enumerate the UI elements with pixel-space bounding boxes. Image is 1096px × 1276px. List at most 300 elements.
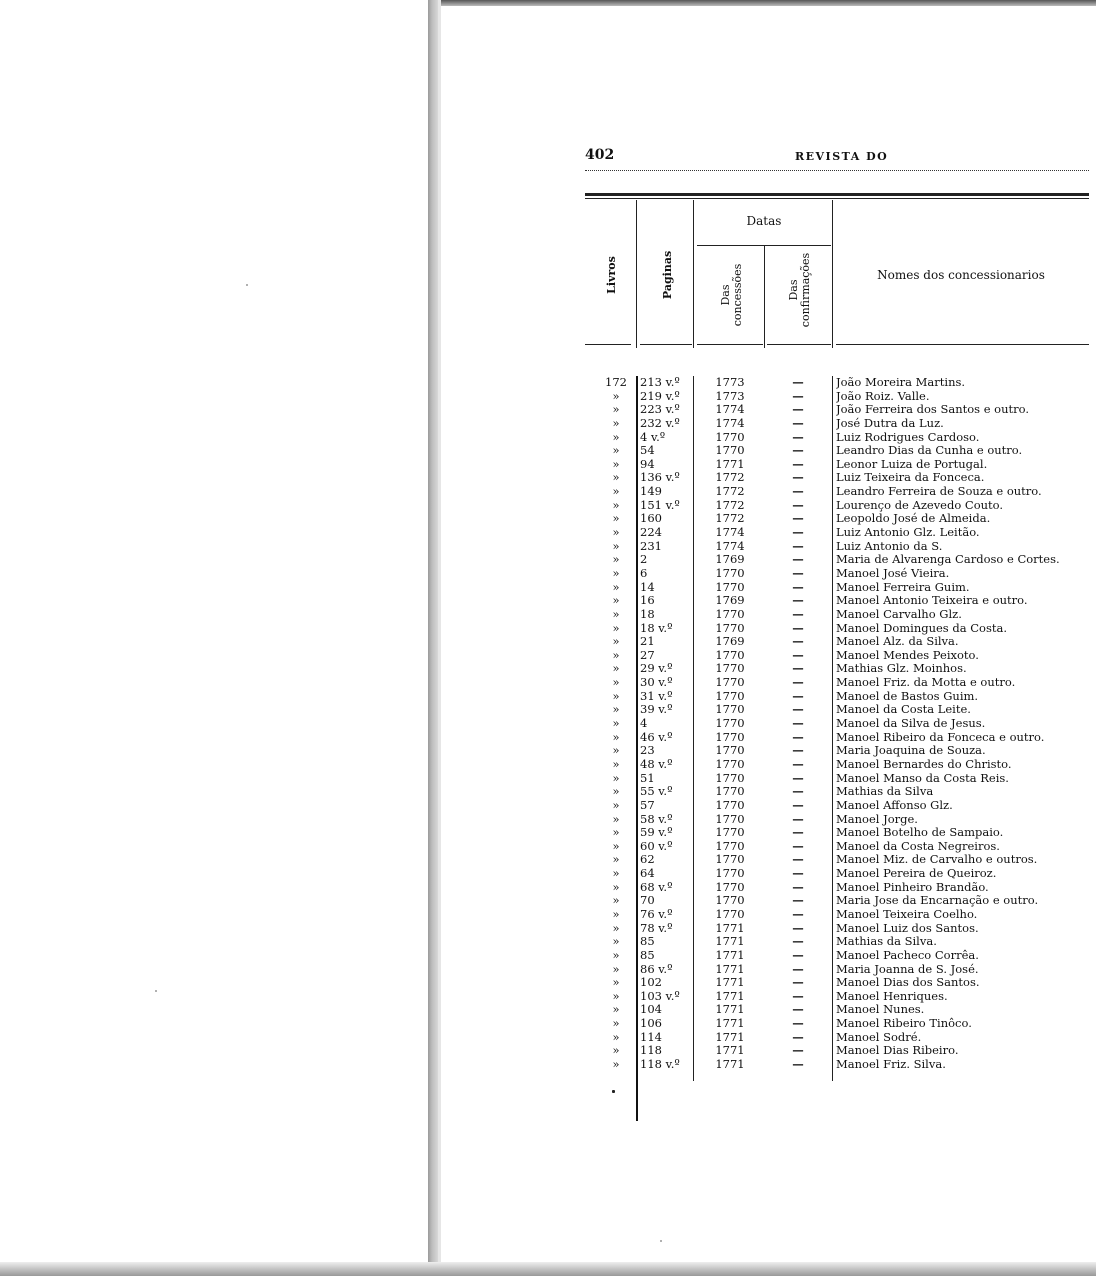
cell-pagina: 70	[640, 893, 655, 908]
cell-confirmacao: —	[792, 961, 804, 976]
cell-concessao: 1770	[715, 811, 745, 826]
column-divider	[693, 200, 694, 348]
table-row	[585, 1003, 1089, 1017]
cell-livro: »	[612, 470, 620, 485]
cell-livro: »	[612, 511, 620, 526]
cell-livro: »	[612, 729, 620, 744]
cell-livro: »	[612, 906, 620, 921]
cell-pagina: 136 v.º	[640, 470, 680, 485]
table-row	[585, 990, 1089, 1004]
cell-pagina: 114	[640, 1029, 662, 1044]
cell-concessao: 1771	[715, 456, 745, 471]
cell-livro: »	[612, 961, 620, 976]
header-bottom-rule	[697, 344, 763, 345]
cell-nome: Leonor Luiza de Portugal.	[836, 457, 988, 471]
cell-nome: Maria Joanna de S. José.	[836, 962, 979, 976]
cell-livro: »	[612, 593, 620, 608]
cell-pagina: 57	[640, 797, 655, 812]
cell-concessao: 1770	[715, 866, 745, 881]
cell-livro: »	[612, 1016, 620, 1031]
cell-confirmacao: —	[792, 1016, 804, 1031]
cell-confirmacao: —	[792, 729, 804, 744]
cell-pagina: 68 v.º	[640, 879, 673, 894]
cell-nome: Manoel Miz. de Carvalho e outros.	[836, 853, 1038, 867]
cell-concessao: 1772	[715, 484, 745, 499]
cell-confirmacao: —	[792, 456, 804, 471]
cell-confirmacao: —	[792, 443, 804, 458]
cell-livro: »	[612, 893, 620, 908]
cell-nome: Manoel Mendes Peixoto.	[836, 648, 979, 662]
cell-livro: »	[612, 388, 620, 403]
cell-nome: Manoel Luiz dos Santos.	[836, 921, 979, 935]
cell-confirmacao: —	[792, 1002, 804, 1017]
cell-confirmacao: —	[792, 497, 804, 512]
cell-confirmacao: —	[792, 470, 804, 485]
table-row	[585, 785, 1089, 799]
cell-confirmacao: —	[792, 675, 804, 690]
cell-concessao: 1771	[715, 1057, 745, 1072]
cell-confirmacao: —	[792, 634, 804, 649]
cell-confirmacao: —	[792, 375, 804, 389]
cell-livro: »	[612, 1057, 620, 1072]
cell-pagina: 54	[640, 443, 655, 458]
cell-concessao: 1769	[715, 552, 745, 567]
cell-livro: »	[612, 661, 620, 676]
cell-nome: Manoel Pereira de Queiroz.	[836, 867, 997, 881]
table-row	[585, 676, 1089, 690]
cell-concessao: 1770	[715, 825, 745, 840]
table-row	[585, 526, 1089, 540]
table-row	[585, 471, 1089, 485]
header-rule	[585, 170, 1089, 174]
cell-pagina: 4	[640, 716, 648, 731]
cell-livro: »	[612, 606, 620, 621]
cell-concessao: 1770	[715, 770, 745, 785]
cell-livro: »	[612, 756, 620, 771]
table-top-rule	[585, 193, 1089, 196]
cell-nome: Manoel Teixeira Coelho.	[836, 907, 978, 921]
table-row	[585, 1031, 1089, 1045]
cell-livro: »	[612, 415, 620, 430]
cell-livro: »	[612, 825, 620, 840]
cell-pagina: 48 v.º	[640, 756, 673, 771]
cell-confirmacao: —	[792, 1043, 804, 1058]
table-row	[585, 881, 1089, 895]
cell-livro: »	[612, 1043, 620, 1058]
cell-concessao: 1770	[715, 852, 745, 867]
cell-pagina: 18	[640, 606, 655, 621]
table-row	[585, 853, 1089, 867]
cell-concessao: 1770	[715, 743, 745, 758]
book-gutter	[428, 0, 438, 1262]
scan-top-edge	[430, 0, 1096, 6]
cell-nome: Manoel Alz. da Silva.	[836, 635, 959, 649]
cell-pagina: 29 v.º	[640, 661, 673, 676]
cell-nome: Luiz Rodrigues Cardoso.	[836, 430, 980, 444]
cell-pagina: 58 v.º	[640, 811, 673, 826]
cell-confirmacao: —	[792, 920, 804, 935]
table-row	[585, 1044, 1089, 1058]
column-divider	[832, 200, 833, 348]
cell-pagina: 85	[640, 947, 655, 962]
cell-livro: »	[612, 634, 620, 649]
cell-livro: »	[612, 525, 620, 540]
cell-nome: Lourenço de Azevedo Couto.	[836, 498, 1004, 512]
cell-nome: Manoel Affonso Glz.	[836, 798, 953, 812]
cell-confirmacao: —	[792, 620, 804, 635]
cell-confirmacao: —	[792, 388, 804, 403]
cell-nome: Manoel Henriques.	[836, 989, 948, 1003]
cell-pagina: 118	[640, 1043, 662, 1058]
cell-confirmacao: —	[792, 402, 804, 417]
table-row	[585, 894, 1089, 908]
table-row	[585, 731, 1089, 745]
header-bottom-rule	[640, 344, 692, 345]
cell-concessao: 1770	[715, 688, 745, 703]
table-row	[585, 376, 1089, 390]
cell-pagina: 18 v.º	[640, 620, 673, 635]
cell-pagina: 2	[640, 552, 648, 567]
cell-concessao: 1774	[715, 525, 745, 540]
table-row	[585, 690, 1089, 704]
table-row	[585, 458, 1089, 472]
table-row	[585, 1017, 1089, 1031]
cell-concessao: 1770	[715, 647, 745, 662]
table-top-rule-thin	[585, 198, 1089, 199]
cell-pagina: 60 v.º	[640, 838, 673, 853]
cell-pagina: 4 v.º	[640, 429, 666, 444]
table-row	[585, 662, 1089, 676]
cell-concessao: 1774	[715, 415, 745, 430]
cell-pagina: 64	[640, 866, 655, 881]
cell-nome: Mathias da Silva	[836, 785, 934, 799]
cell-nome: João Ferreira dos Santos e outro.	[836, 403, 1029, 417]
cell-pagina: 224	[640, 525, 662, 540]
cell-confirmacao: —	[792, 784, 804, 799]
cell-pagina: 151 v.º	[640, 497, 680, 512]
cell-pagina: 21	[640, 634, 655, 649]
cell-confirmacao: —	[792, 797, 804, 812]
cell-nome: Maria de Alvarenga Cardoso e Cortes.	[836, 553, 1060, 567]
cell-pagina: 118 v.º	[640, 1057, 680, 1072]
header-datas: Datas	[746, 214, 782, 228]
cell-concessao: 1773	[715, 388, 745, 403]
header-bottom-rule	[585, 344, 631, 345]
cell-pagina: 232 v.º	[640, 415, 680, 430]
cell-concessao: 1771	[715, 975, 745, 990]
cell-nome: Manoel Friz. Silva.	[836, 1058, 946, 1072]
cell-concessao: 1770	[715, 838, 745, 853]
cell-livro: »	[612, 947, 620, 962]
cell-livro: »	[612, 716, 620, 731]
cell-confirmacao: —	[792, 975, 804, 990]
cell-confirmacao: —	[792, 511, 804, 526]
cell-livro: »	[612, 402, 620, 417]
cell-confirmacao: —	[792, 525, 804, 540]
cell-nome: João Moreira Martins.	[836, 376, 966, 389]
scan-bottom-edge	[0, 1262, 1096, 1276]
cell-concessao: 1770	[715, 579, 745, 594]
cell-livro: »	[612, 988, 620, 1003]
cell-pagina: 39 v.º	[640, 702, 673, 717]
cell-nome: Manoel Sodré.	[836, 1030, 922, 1044]
column-divider	[764, 246, 765, 348]
table-row	[585, 608, 1089, 622]
table-row	[585, 553, 1089, 567]
cell-confirmacao: —	[792, 811, 804, 826]
cell-concessao: 1770	[715, 675, 745, 690]
scan-speck	[246, 284, 248, 286]
cell-livro: »	[612, 784, 620, 799]
table-body	[585, 376, 1089, 1072]
cell-confirmacao: —	[792, 743, 804, 758]
cell-pagina: 23	[640, 743, 655, 758]
header-nomes: Nomes dos concessionarios	[877, 268, 1045, 282]
cell-livro: »	[612, 647, 620, 662]
cell-confirmacao: —	[792, 770, 804, 785]
cell-pagina: 14	[640, 579, 655, 594]
cell-pagina: 231	[640, 538, 662, 553]
cell-livro: »	[612, 934, 620, 949]
cell-confirmacao: —	[792, 538, 804, 553]
table-row	[585, 935, 1089, 949]
running-head: REVISTA DO	[795, 150, 889, 163]
cell-pagina: 104	[640, 1002, 662, 1017]
cell-confirmacao: —	[792, 716, 804, 731]
cell-nome: João Roiz. Valle.	[836, 389, 930, 403]
cell-concessao: 1770	[715, 606, 745, 621]
cell-nome: Manoel Domingues da Costa.	[836, 621, 1007, 635]
cell-nome: Leandro Ferreira de Souza e outro.	[836, 485, 1042, 499]
table-row	[585, 649, 1089, 663]
cell-nome: Manoel Pinheiro Brandão.	[836, 880, 989, 894]
book-gutter-highlight	[438, 0, 441, 1262]
cell-livro: »	[612, 429, 620, 444]
cell-concessao: 1770	[715, 620, 745, 635]
cell-confirmacao: —	[792, 606, 804, 621]
cell-concessao: 1771	[715, 934, 745, 949]
table-row	[585, 908, 1089, 922]
cell-pagina: 149	[640, 484, 662, 499]
cell-confirmacao: —	[792, 415, 804, 430]
cell-concessao: 1770	[715, 565, 745, 580]
cell-concessao: 1770	[715, 784, 745, 799]
cell-concessao: 1770	[715, 906, 745, 921]
cell-livro: »	[612, 1002, 620, 1017]
cell-confirmacao: —	[792, 1057, 804, 1072]
table-row	[585, 840, 1089, 854]
table-row	[585, 444, 1089, 458]
cell-pagina: 76 v.º	[640, 906, 673, 921]
table-row	[585, 499, 1089, 513]
cell-nome: Manoel Antonio Teixeira e outro.	[836, 594, 1028, 608]
cell-concessao: 1770	[715, 729, 745, 744]
cell-nome: Manoel da Silva de Jesus.	[836, 717, 986, 731]
table-row	[585, 403, 1089, 417]
cell-nome: Manoel da Costa Negreiros.	[836, 839, 1000, 853]
cell-concessao: 1771	[715, 988, 745, 1003]
cell-concessao: 1769	[715, 634, 745, 649]
cell-confirmacao: —	[792, 1029, 804, 1044]
cell-concessao: 1770	[715, 716, 745, 731]
cell-nome: Manoel Manso da Costa Reis.	[836, 771, 1009, 785]
cell-concessao: 1770	[715, 661, 745, 676]
cell-livro: »	[612, 552, 620, 567]
cell-pagina: 223 v.º	[640, 402, 680, 417]
table-row	[585, 581, 1089, 595]
cell-confirmacao: —	[792, 893, 804, 908]
cell-livro: »	[612, 743, 620, 758]
cell-concessao: 1770	[715, 879, 745, 894]
cell-concessao: 1770	[715, 702, 745, 717]
cell-nome: Manoel da Costa Leite.	[836, 703, 971, 717]
cell-pagina: 59 v.º	[640, 825, 673, 840]
cell-nome: Manoel Nunes.	[836, 1003, 925, 1017]
cell-pagina: 31 v.º	[640, 688, 673, 703]
cell-concessao: 1771	[715, 947, 745, 962]
cell-livro: »	[612, 811, 620, 826]
table-row	[585, 949, 1089, 963]
cell-confirmacao: —	[792, 593, 804, 608]
table-row	[585, 963, 1089, 977]
cell-nome: Leopoldo José de Almeida.	[836, 512, 991, 526]
cell-confirmacao: —	[792, 429, 804, 444]
cell-confirmacao: —	[792, 825, 804, 840]
cell-livro: »	[612, 688, 620, 703]
cell-confirmacao: —	[792, 579, 804, 594]
cell-nome: Mathias Glz. Moinhos.	[836, 662, 967, 676]
cell-nome: Manoel Ribeiro da Fonceca e outro.	[836, 730, 1045, 744]
cell-pagina: 103 v.º	[640, 988, 680, 1003]
cell-pagina: 27	[640, 647, 655, 662]
cell-pagina: 46 v.º	[640, 729, 673, 744]
cell-pagina: 55 v.º	[640, 784, 673, 799]
cell-concessao: 1769	[715, 593, 745, 608]
cell-livro: »	[612, 484, 620, 499]
table-row	[585, 1058, 1089, 1072]
cell-confirmacao: —	[792, 702, 804, 717]
header-bottom-rule	[767, 344, 831, 345]
cell-nome: José Dutra da Luz.	[836, 416, 944, 430]
table-row	[585, 417, 1089, 431]
cell-concessao: 1771	[715, 1043, 745, 1058]
cell-nome: Leandro Dias da Cunha e outro.	[836, 444, 1023, 458]
cell-confirmacao: —	[792, 661, 804, 676]
table-row	[585, 635, 1089, 649]
table-row	[585, 540, 1089, 554]
cell-concessao: 1770	[715, 756, 745, 771]
header-confirmacoes: Das confirmações	[787, 252, 812, 328]
cell-nome: Manoel Dias Ribeiro.	[836, 1044, 959, 1058]
cell-pagina: 94	[640, 456, 655, 471]
cell-concessao: 1770	[715, 429, 745, 444]
cell-concessao: 1771	[715, 961, 745, 976]
cell-pagina: 85	[640, 934, 655, 949]
table-row	[585, 431, 1089, 445]
cell-confirmacao: —	[792, 647, 804, 662]
cell-livro: »	[612, 565, 620, 580]
cell-concessao: 1771	[715, 920, 745, 935]
cell-nome: Luiz Antonio Glz. Leitão.	[836, 526, 980, 540]
table-row	[585, 976, 1089, 990]
cell-pagina: 106	[640, 1016, 662, 1031]
cell-livro: »	[612, 770, 620, 785]
cell-pagina: 16	[640, 593, 655, 608]
page-header	[583, 147, 1089, 167]
cell-confirmacao: —	[792, 988, 804, 1003]
cell-concessao: 1772	[715, 511, 745, 526]
cell-livro: »	[612, 852, 620, 867]
cell-nome: Maria Joaquina de Souza.	[836, 744, 986, 758]
table-row	[585, 826, 1089, 840]
cell-concessao: 1770	[715, 443, 745, 458]
header-concessoes: Das concessões	[719, 263, 744, 327]
cell-pagina: 51	[640, 770, 655, 785]
cell-concessao: 1771	[715, 1029, 745, 1044]
cell-nome: Manoel Pacheco Corrêa.	[836, 948, 979, 962]
cell-livro: »	[612, 675, 620, 690]
cell-livro: »	[612, 456, 620, 471]
header-paginas: Paginas	[661, 250, 674, 300]
cell-nome: Manoel Botelho de Sampaio.	[836, 826, 1004, 840]
cell-nome: Manoel Jorge.	[836, 812, 918, 826]
table-row	[585, 922, 1089, 936]
cell-nome: Mathias da Silva.	[836, 935, 937, 949]
cell-confirmacao: —	[792, 565, 804, 580]
cell-pagina: 6	[640, 565, 648, 580]
cell-pagina: 30 v.º	[640, 675, 673, 690]
cell-livro: »	[612, 497, 620, 512]
cell-livro: »	[612, 838, 620, 853]
table-row	[585, 485, 1089, 499]
cell-concessao: 1770	[715, 797, 745, 812]
cell-nome: Manoel José Vieira.	[836, 566, 950, 580]
table-row	[585, 772, 1089, 786]
table-row	[585, 703, 1089, 717]
cell-pagina: 62	[640, 852, 655, 867]
table-row	[585, 799, 1089, 813]
table-row	[585, 758, 1089, 772]
cell-livro: »	[612, 797, 620, 812]
table-row	[585, 390, 1089, 404]
cell-confirmacao: —	[792, 688, 804, 703]
cell-confirmacao: —	[792, 906, 804, 921]
table-row	[585, 813, 1089, 827]
table-row	[585, 622, 1089, 636]
cell-confirmacao: —	[792, 934, 804, 949]
table-row	[585, 594, 1089, 608]
cell-livro: »	[612, 1029, 620, 1044]
cell-confirmacao: —	[792, 852, 804, 867]
cell-concessao: 1774	[715, 402, 745, 417]
cell-confirmacao: —	[792, 879, 804, 894]
cell-pagina: 219 v.º	[640, 388, 680, 403]
cell-pagina: 78 v.º	[640, 920, 673, 935]
cell-concessao: 1774	[715, 538, 745, 553]
scan-speck	[660, 1240, 662, 1242]
cell-confirmacao: —	[792, 756, 804, 771]
cell-confirmacao: —	[792, 484, 804, 499]
cell-nome: Luiz Antonio da S.	[836, 539, 943, 553]
header-bottom-rule	[836, 344, 1089, 345]
cell-nome: Maria Jose da Encarnação e outro.	[836, 894, 1039, 908]
cell-nome: Manoel Bernardes do Christo.	[836, 757, 1012, 771]
cell-confirmacao: —	[792, 838, 804, 853]
page-number: 402	[585, 147, 615, 163]
cell-livro: 172	[605, 375, 627, 389]
cell-concessao: 1772	[715, 470, 745, 485]
table-row	[585, 717, 1089, 731]
